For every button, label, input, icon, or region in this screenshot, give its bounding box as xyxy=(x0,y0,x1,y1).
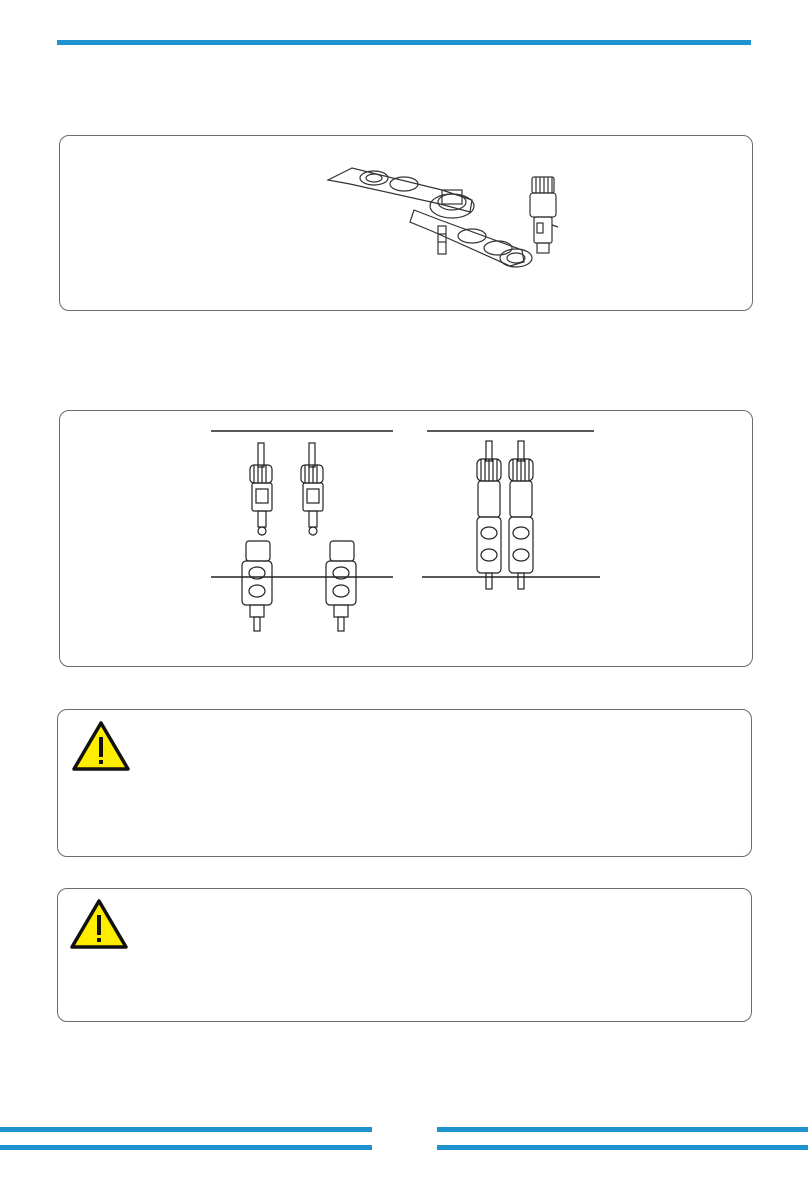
footer-rule-right-bottom xyxy=(437,1145,808,1150)
connector-pair-disconnected-icon xyxy=(208,427,398,637)
footer-rule-left-bottom xyxy=(0,1145,372,1150)
warning-box-1 xyxy=(57,709,752,857)
warning-triangle-icon xyxy=(69,898,129,950)
tools-figure-panel xyxy=(59,135,753,311)
connector-icon xyxy=(525,173,561,257)
warning-triangle-icon xyxy=(71,720,131,772)
connectors-figure-panel xyxy=(59,410,753,667)
connector-pair-connected-icon xyxy=(422,427,602,597)
header-rule xyxy=(57,40,751,45)
warning-box-2 xyxy=(57,888,752,1022)
footer-rule-left-top xyxy=(0,1127,372,1132)
spanner-wrench-icon xyxy=(322,150,537,282)
footer-rule-right-top xyxy=(437,1127,808,1132)
